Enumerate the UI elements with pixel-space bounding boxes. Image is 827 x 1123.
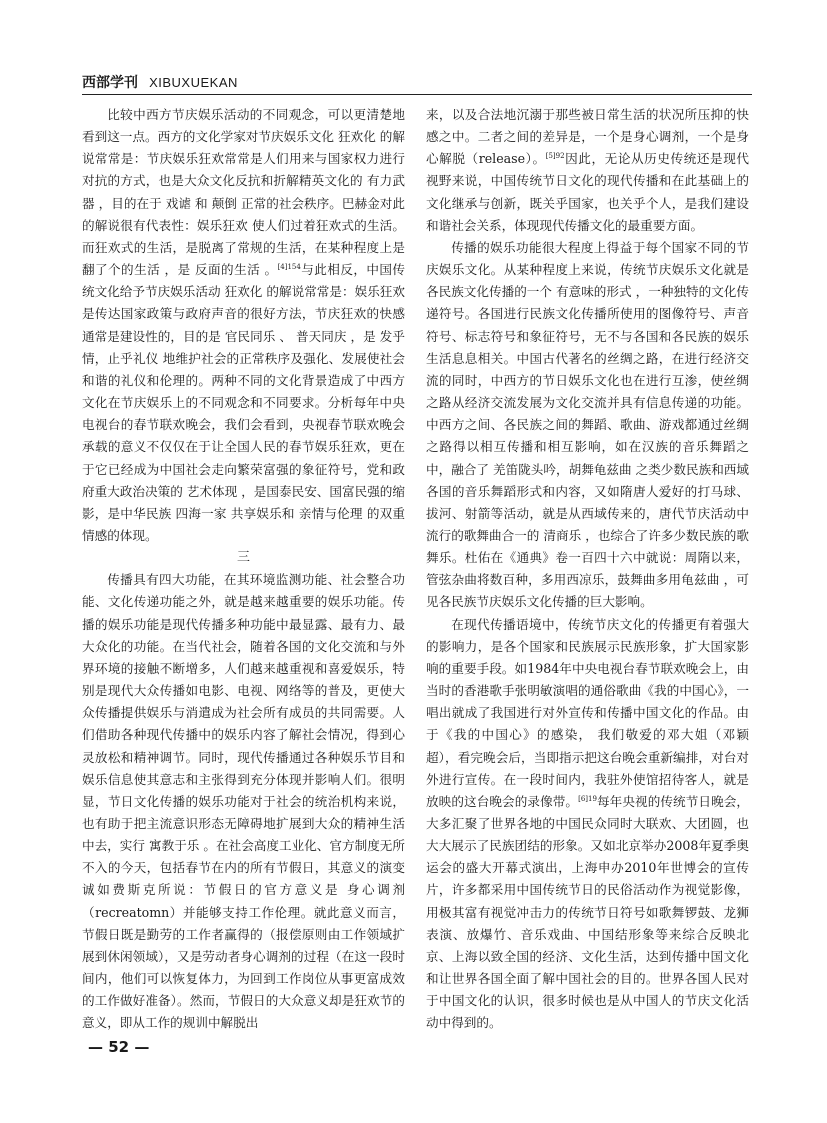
right-column	[426, 104, 750, 1031]
section-heading: 三	[236, 550, 250, 566]
left-column	[82, 104, 405, 1031]
citation-ref: [5]92	[545, 152, 565, 161]
paragraph	[426, 614, 749, 1035]
paragraph	[82, 104, 405, 547]
citation-ref: [6]19	[578, 794, 597, 803]
paragraph-text: 在现代传播语境中，传统节庆文化的传播更有着强大的影响力，是各个国家和民族展示民族形象，扩大国家影响的重要手段。如1984年中央电视台春节联欢晚会上，由当时的香港歌手张明敏演唱的通俗歌曲《我的中国心》，一唱出就成了我国进行对外宣传和传播中国文化的作品。由于《我的中国心》的感染， 我们敬爱的邓大姐（邓颖超），看完晚会后，当即指示把这台晚会重新编排，对台对外进行宣传。在一段时间内，我驻外使馆招待客人，就是放映的这台晚会的录像带。	[426, 616, 749, 809]
journal-pinyin: XIBUXUEKAN	[149, 75, 238, 90]
page-number: — 52 —	[88, 1038, 150, 1056]
citation-ref: [4]154	[277, 263, 301, 272]
paragraph-text: 与此相反，中国传统文化给予节庆娱乐活动 狂欢化 的解说常常是：娱乐狂欢是传达国家政策与政府声音的很好方法，节庆狂欢的快感通常是建设性的，目的是 官民同乐 、 普天同庆 ，是 发乎情，止乎礼仪 地维护社会的正常秩序及强化、发展使社会和谐的礼仪和伦理的。两种不同的文化背景造成了中西方文化在节庆娱乐上的不同观念和不同要求。分析每年中央电视台的春节联欢晚会，我们会看到，央视春节联欢晚会承载的意义不仅仅在于让全国人民的春节娱乐狂欢，更在于它已经成为中国社会走向繁荣富强的象征符号，党和政府重大政治决策的 艺术体现 ，是国泰民安、国富民强的缩影，是中华民族 四海一家 共享娱乐和 亲情与伦理 的双重情感的体现。	[82, 262, 405, 543]
paragraph: 传播具有四大功能，在其环境监测功能、社会整合功能、文化传递功能之外，就是越来越重要的娱乐功能。传播的娱乐功能是现代传播多种功能中最显露、最有力、最大众化的功能。在当代社会，随着各国的文化交流和与外界环境的接触不断增多，人们越来越重视和喜爱娱乐，特别是现代大众传播如电影、电视、网络等的普及，更使大众传播提供娱乐与消遣成为社会所有成员的共同需要。人们借助各种现代传播中的娱乐内容了解社会情况，得到心灵放松和精神调节。同时，现代传播通过各种娱乐节目和娱乐信息使其意志和主张得到充分体现并影响人们。很明显，节日文化传播的娱乐功能对于社会的统治机构来说，也有助于把主流意识形态无障碍地扩展到大众的精神生活中去，实行 寓教于乐 。在社会高度工业化、官方制度无所不入的今天，包括春节在内的所有节假日，其意义的演变诚如费斯克所说：节假日的官方意义是 身心调剂 （recreatomn）并能够支持工作伦理。就此意义而言，节假日既是勤劳的工作者赢得的（报偿原则由工作领域扩展到休闲领域），又是劳动者身心调剂的过程（在这一段时间内，他们可以恢复体力，为回到工作岗位从事更富成效的工作做好准备）。然而，节假日的大众意义却是狂欢节的意义，即从工作的规训中解脱出	[82, 572, 405, 1031]
paragraph-text: 比较中西方节庆娱乐活动的不同观念，可以更清楚地看到这一点。西方的文化学家对节庆娱乐文化 狂欢化 的解说常常是：节庆娱乐狂欢常常是人们用来与国家权力进行对抗的方式，也是大众文化反抗和折解精英文化的 有力武器 ，目的在于 戏谑 和 颠倒 正常的社会秩序。巴赫金对此的解说很有代表性：娱乐狂欢 使人们过着狂欢式的生活。而狂欢式的生活，是脱离了常规的生活，在某种程度上是 翻了个的生活 ，是 反面的生活 。	[82, 107, 405, 278]
header-rule	[82, 94, 752, 95]
running-header	[82, 72, 752, 92]
paragraph-text: 因此，无论从历史传统还是现代视野来说，中国传统节日文化的现代传播和在此基础上的文化继承与创新，既关乎国家，也关乎个人，是我们建设和谐社会关系，体现现代传播文化的最重要方面。	[426, 151, 750, 233]
paragraph-text: 来，以及合法地沉溺于那些被日常生活的状况所压抑的快感之中。二者之间的差异是，一个是身心调剂，一个是身心解脱（release）。	[426, 107, 749, 167]
paragraph-text: 每年央视的传统节日晚会，大多汇聚了世界各地的中国民众同时大联欢、大团圆，也大大展示了民族团结的形象。又如北京举办2008年夏季奥运会的盛大开幕式演出，上海申办2010年世博会的宣传片，许多都采用中国传统节日的民俗活动作为视觉影像，用极其富有视觉冲击力的传统节日符号如歌舞锣鼓、龙狮表演、放爆竹、音乐戏曲、中国结形象等来综合反映北京、上海以致全国的经济、文化生活，达到传播中国文化和让世界各国全面了解中国社会的目的。世界各国人民对于中国文化的认识，很多时候也是从中国人的节庆文化活动中得到的。	[426, 793, 750, 1031]
paragraph: 传播的娱乐功能很大程度上得益于每个国家不同的节庆娱乐文化。从某种程度上来说，传统节庆娱乐文化就是各民族文化传播的一个 有意味的形式 ，一种独特的文化传递符号。各国进行民族文化传播所使用的图像符号、声音符号、标志符号和象征符号，无不与各国和各民族的娱乐生活息息相关。中国古代著名的丝绸之路，在进行经济交流的同时，中西方的节日娱乐文化也在进行互渗，使丝绸之路从经济交流发展为文化交流并具有信息传递的功能。中西方之间、各民族之间的舞蹈、歌曲、游戏都通过丝绸之路得以相互传播和相互影响，如在汉族的音乐舞蹈之中，融合了 羌笛陇头吟，胡舞龟兹曲 之类少数民族和西域各国的音乐舞蹈形式和内容，又如隋唐人爱好的打马球、拔河、射箭等活动，就是从西域传来的，唐代节庆活动中流行的歌舞曲合一的 清商乐 ，也综合了许多少数民族的歌舞乐。杜佑在《通典》卷一百四十六中就说：周隋以来，管弦杂曲将数百种，多用西凉乐，鼓舞曲多用龟兹曲 ，可见各民族节庆娱乐文化传播的巨大影响。	[426, 239, 749, 610]
paragraph	[426, 104, 749, 237]
journal-title: 西部学刊	[82, 75, 138, 91]
